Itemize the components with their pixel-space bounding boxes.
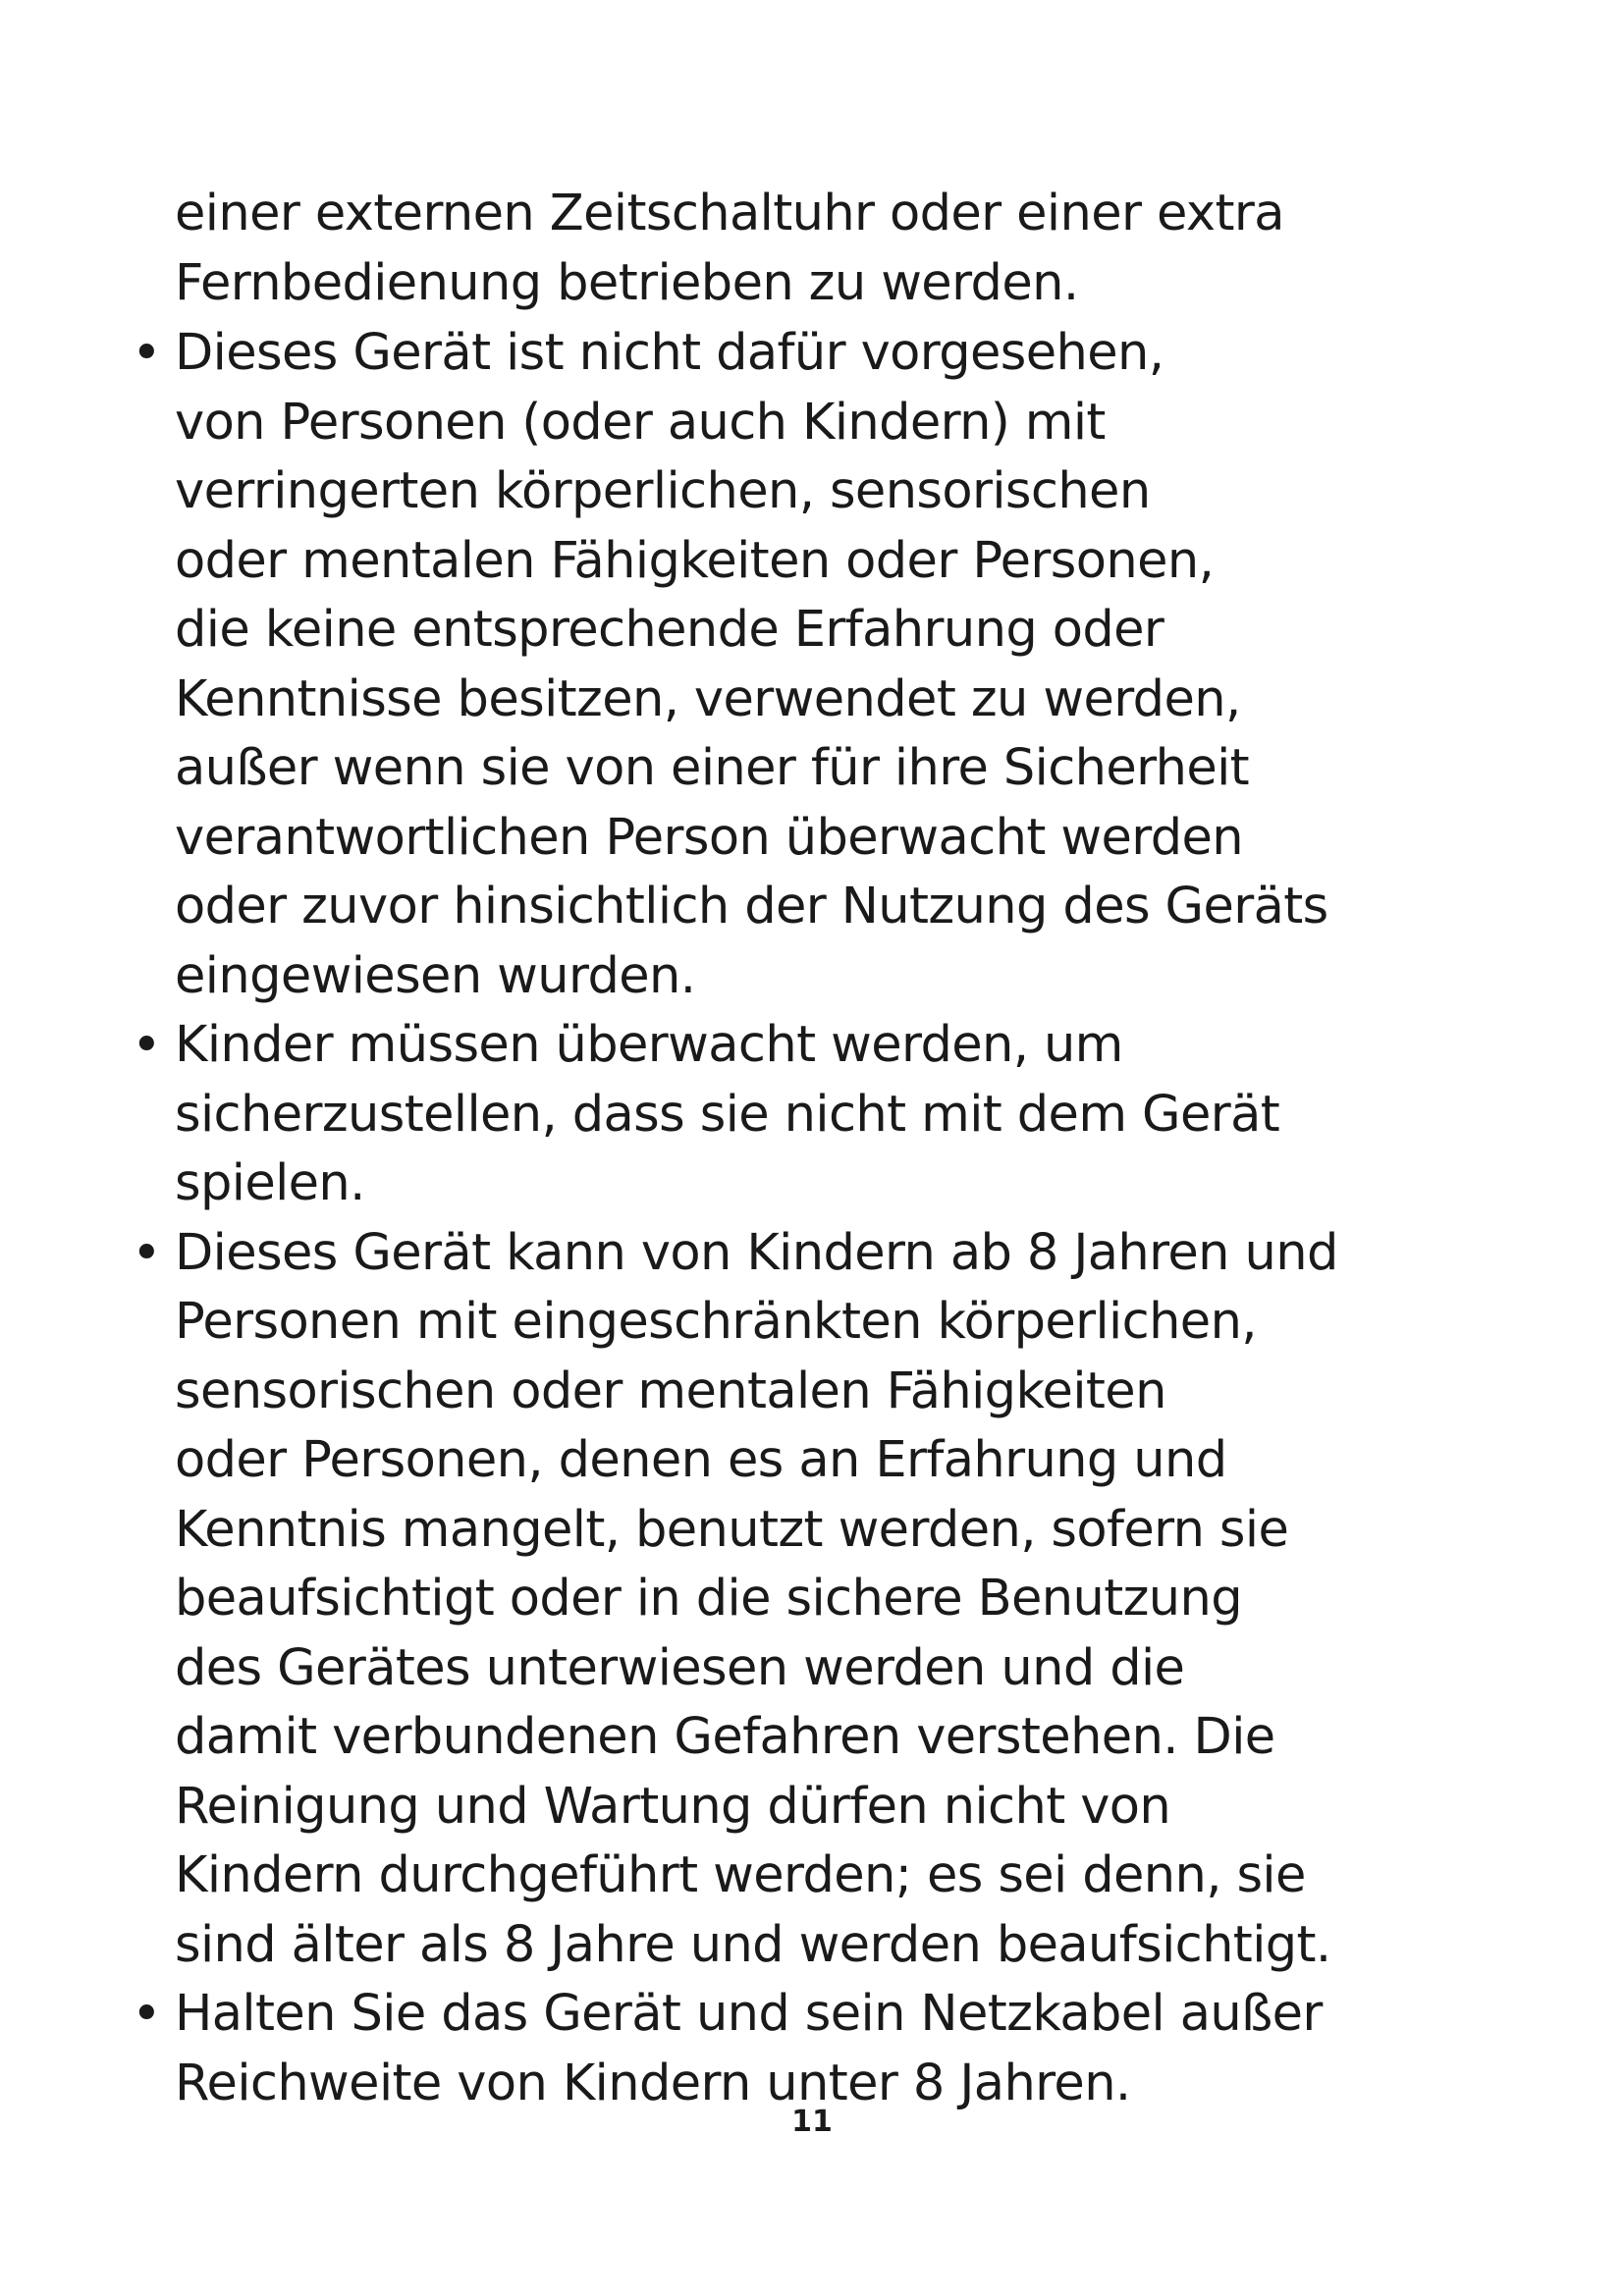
text-line: Kindern durchgeführt werden; es sei denn, sie [175, 1846, 1306, 1904]
text-line: einer externen Zeitschaltuhr oder einer extra [175, 185, 1284, 242]
text-line: Reichweite von Kindern unter 8 Jahren. [175, 2054, 1131, 2112]
page-number: 11 [791, 2105, 833, 2139]
text-line: oder mentalen Fähigkeiten oder Personen, [175, 531, 1215, 590]
bullet-marker: • [132, 1985, 162, 2044]
text-line: Reinigung und Wartung dürfen nicht von [175, 1777, 1171, 1836]
bullet-marker: • [132, 1223, 162, 1283]
text-line: oder zuvor hinsichtlich der Nutzung des Geräts [175, 878, 1328, 935]
text-line: Kinder müssen überwacht werden, um [175, 1016, 1123, 1074]
text-line: Kenntnisse besitzen, verwendet zu werden, [175, 669, 1241, 728]
safety-bullet-list [128, 319, 1502, 2118]
bullet-marker: • [132, 324, 162, 383]
text-line: Halten Sie das Gerät und sein Netzkabel außer [175, 1985, 1323, 2043]
text-line: beaufsichtigt oder in die sichere Benutzung [175, 1570, 1243, 1628]
text-line: sind älter als 8 Jahre und werden beaufsichtigt. [175, 1915, 1331, 1974]
bullet-item-2 [128, 1011, 1502, 1219]
text-line: eingewiesen wurden. [175, 946, 696, 1005]
text-line: Fernbedienung betrieben zu werden. [175, 253, 1079, 312]
text-line: sensorischen oder mentalen Fähigkeiten [175, 1362, 1166, 1420]
text-line: verringerten körperlichen, sensorischen [175, 462, 1151, 520]
text-line: des Gerätes unterwiesen werden und die [175, 1638, 1185, 1697]
text-line: Dieses Gerät ist nicht dafür vorgesehen, [175, 324, 1164, 382]
bullet-item-4 [128, 1980, 1502, 2118]
text-line: oder Personen, denen es an Erfahrung und [175, 1431, 1227, 1489]
text-line: sicherzustellen, dass sie nicht mit dem Gerät [175, 1085, 1280, 1144]
text-line: die keine entsprechende Erfahrung oder [175, 601, 1164, 659]
text-line: Dieses Gerät kann von Kindern ab 8 Jahren und [175, 1223, 1338, 1282]
bullet-item-3 [128, 1219, 1502, 1981]
bullet-marker: • [132, 1016, 162, 1075]
text-line: von Personen (oder auch Kindern) mit [175, 393, 1106, 452]
continuation-paragraph [175, 180, 1490, 318]
text-line: Kenntnis mangelt, benutzt werden, sofern sie [175, 1500, 1289, 1559]
text-line: damit verbundenen Gefahren verstehen. Die [175, 1708, 1275, 1766]
text-line: verantwortlichen Person überwacht werden [175, 808, 1243, 867]
text-line: spielen. [175, 1154, 365, 1212]
text-line: Personen mit eingeschränkten körperlichen, [175, 1293, 1257, 1351]
bullet-item-1 [128, 319, 1502, 1011]
text-line: außer wenn sie von einer für ihre Sicherheit [175, 739, 1250, 797]
